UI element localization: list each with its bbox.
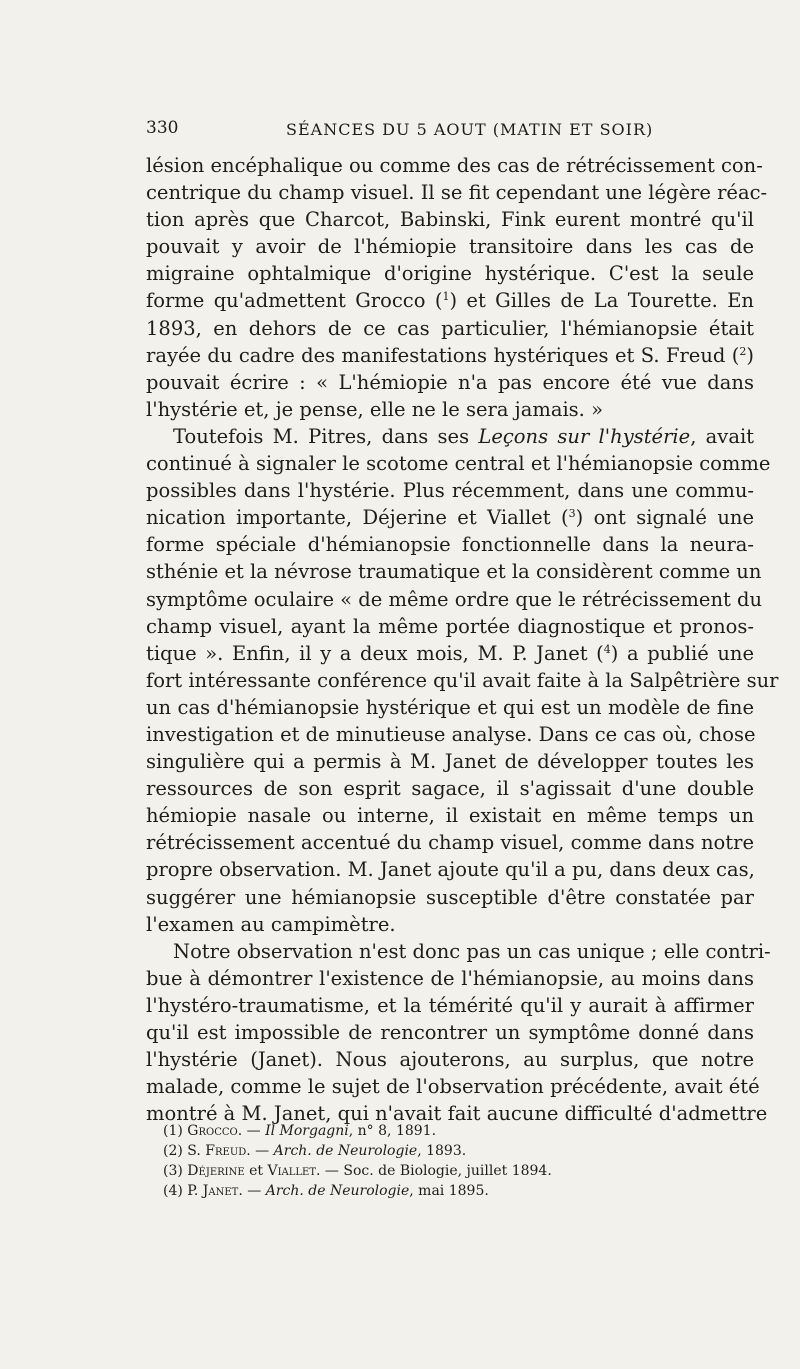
footnote-mark: (1) bbox=[163, 1123, 183, 1139]
main-text bbox=[146, 152, 779, 1127]
footnote-rest: , mai 1895. bbox=[409, 1183, 489, 1199]
footnote-separator: — bbox=[242, 1123, 266, 1139]
text-line: Notre observation n'est donc pas un cas unique ; elle contri- bbox=[173, 939, 771, 963]
footnote-mark: (2) bbox=[163, 1143, 183, 1159]
text-line: migraine ophtalmique d'origine hystérique. C'est la seule bbox=[146, 262, 754, 286]
text-line: bue à démontrer l'existence de l'hémianopsie, au moins dans bbox=[146, 966, 754, 990]
footnote bbox=[163, 1161, 753, 1181]
text-segment: rayée du cadre des manifestations hystériques et S. Freud ( bbox=[146, 343, 740, 367]
text-segment: forme qu'admettent Grocco ( bbox=[146, 289, 443, 313]
footnote-separator: — bbox=[250, 1143, 274, 1159]
text-line: qu'il est impossible de rencontrer un symptôme donné dans bbox=[146, 1021, 754, 1044]
text-segment: ) a publié une bbox=[610, 641, 754, 665]
text-line: l'examen au campimètre. bbox=[146, 912, 396, 936]
footnote-author: S. Freud. bbox=[187, 1143, 251, 1159]
footnote-title: Arch. de Neurologie bbox=[273, 1143, 418, 1159]
text-line: investigation et de minutieuse analyse. Dans ce cas où, chose bbox=[146, 722, 756, 746]
text-line: l'hystéro-traumatisme, et la témérité qu'il y aurait à affirmer bbox=[146, 993, 754, 1017]
text-line: champ visuel, ayant la même portée diagnostique et pronos- bbox=[146, 614, 754, 638]
text-line bbox=[146, 504, 754, 531]
footnote bbox=[163, 1181, 753, 1201]
page-number: 330 bbox=[146, 118, 179, 138]
text-line: fort intéressante conférence qu'il avait faite à la Salpêtrière sur bbox=[146, 668, 779, 692]
text-line: continué à signaler le scotome central et l'hémianopsie comme bbox=[146, 452, 771, 476]
text-line: rétrécissement accentué du champ visuel, comme dans notre bbox=[146, 831, 754, 855]
text-segment: ) et Gilles de La Tourette. En bbox=[449, 289, 754, 313]
text-segment: ) bbox=[746, 343, 754, 367]
text-line bbox=[146, 640, 754, 667]
text-line: lésion encéphalique ou comme des cas de rétrécissement con- bbox=[146, 154, 763, 177]
book-title: Leçons sur l'hystérie bbox=[478, 424, 691, 448]
text-line bbox=[146, 287, 754, 314]
text-line: tion après que Charcot, Babinski, Fink eurent montré qu'il bbox=[146, 208, 754, 232]
text-line: l'hystérie (Janet). Nous ajouterons, au surplus, que notre bbox=[146, 1048, 754, 1072]
footnotes bbox=[163, 1121, 753, 1201]
text-line: centrique du champ visuel. Il se fit cependant une légère réac- bbox=[146, 181, 768, 205]
footnote bbox=[163, 1141, 753, 1161]
text-line: sthénie et la névrose traumatique et la considèrent comme un bbox=[146, 560, 762, 584]
footnote-author: Déjerine bbox=[187, 1163, 245, 1179]
footnote-author-2: Viallet. bbox=[267, 1163, 321, 1179]
text-segment: , avait bbox=[690, 424, 755, 448]
text-line: pouvait écrire : « L'hémiopie n'a pas encore été vue dans bbox=[146, 370, 754, 394]
text-segment: tique ». Enfin, il y a deux mois, M. P. Janet ( bbox=[146, 641, 604, 665]
footnote-ref: 4 bbox=[603, 642, 611, 656]
footnote-rest: , n° 8, 1891. bbox=[348, 1123, 437, 1139]
text-line: forme spéciale d'hémianopsie fonctionnelle dans la neura- bbox=[146, 533, 754, 557]
text-line: l'hystérie et, je pense, elle ne le sera jamais. » bbox=[146, 397, 604, 421]
text-segment: ) ont signalé une bbox=[575, 506, 754, 530]
text-segment: Toutefois M. Pitres, dans ses bbox=[173, 424, 479, 448]
footnote-separator: et bbox=[244, 1163, 268, 1179]
text-line: ressources de son esprit sagace, il s'agissait d'une double bbox=[146, 777, 754, 801]
footnote-ref: 1 bbox=[442, 290, 450, 304]
footnote-mark: (4) bbox=[163, 1183, 183, 1199]
footnote-ref: 3 bbox=[568, 507, 576, 521]
footnote-title: Il Morgagni bbox=[265, 1123, 349, 1139]
text-line: 1893, en dehors de ce cas particulier, l'hémianopsie était bbox=[146, 316, 754, 340]
running-title: SÉANCES DU 5 AOUT (MATIN ET SOIR) bbox=[286, 120, 654, 139]
footnote-mark: (3) bbox=[163, 1163, 183, 1179]
footnote-rest: — Soc. de Biologie, juillet 1894. bbox=[320, 1163, 552, 1179]
text-line: propre observation. M. Janet ajoute qu'il a pu, dans deux cas, bbox=[146, 858, 755, 882]
text-line: symptôme oculaire « de même ordre que le rétrécissement du bbox=[146, 587, 763, 611]
text-line: possibles dans l'hystérie. Plus récemment, dans une commu- bbox=[146, 479, 754, 503]
text-line: malade, comme le sujet de l'observation précédente, avait été bbox=[146, 1075, 760, 1099]
text-line: hémiopie nasale ou interne, il existait en même temps un bbox=[146, 804, 754, 828]
footnote-author: Grocco. bbox=[187, 1123, 243, 1139]
text-line: suggérer une hémianopsie susceptible d'être constatée par bbox=[146, 885, 754, 909]
text-line bbox=[146, 342, 754, 369]
text-line: singulière qui a permis à M. Janet de développer toutes les bbox=[146, 750, 754, 774]
footnote bbox=[163, 1121, 753, 1141]
text-line: un cas d'hémianopsie hystérique et qui est un modèle de fine bbox=[146, 695, 754, 719]
footnote-separator: — bbox=[242, 1183, 266, 1199]
running-header bbox=[146, 118, 751, 146]
footnote-title: Arch. de Neurologie bbox=[265, 1183, 410, 1199]
footnote-ref: 2 bbox=[739, 344, 747, 358]
footnote-author: P. Janet. bbox=[187, 1183, 243, 1199]
text-segment: nication importante, Déjerine et Viallet ( bbox=[146, 506, 569, 530]
footnote-rest: , 1893. bbox=[417, 1143, 467, 1159]
text-line: montré à M. Janet, qui n'avait fait aucune difficulté d'admettre bbox=[146, 1102, 768, 1126]
text-line bbox=[146, 423, 754, 450]
text-line: pouvait y avoir de l'hémiopie transitoire dans les cas de bbox=[146, 235, 754, 259]
